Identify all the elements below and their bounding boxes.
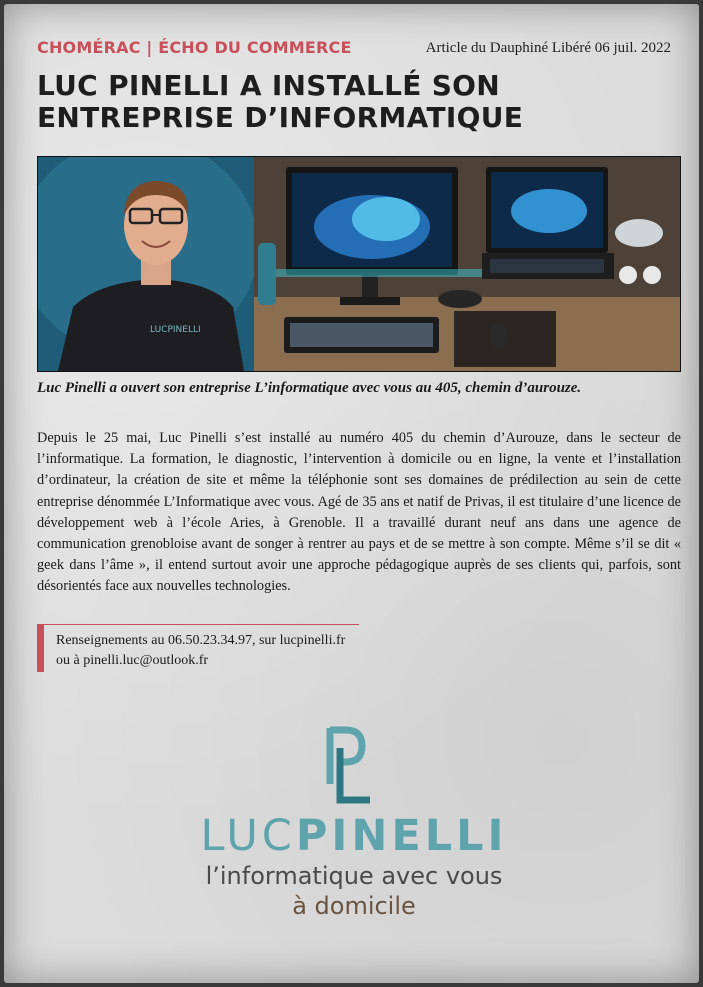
- logo-tagline-sub: à domicile: [292, 892, 416, 920]
- desk-setup-photo: [254, 157, 681, 371]
- contact-line-2: ou à pinelli.luc@outlook.fr: [56, 653, 209, 668]
- photo-caption: Luc Pinelli a ouvert son entreprise L’informatique avec vous au 405, chemin d’aurouze.: [37, 380, 582, 396]
- article-source: Article du Dauphiné Libéré 06 juil. 2022: [425, 40, 671, 56]
- contact-line-1: Renseignements au 06.50.23.34.97, sur lucpinelli.fr: [56, 633, 346, 648]
- contact-infobox: [37, 624, 359, 672]
- section-kicker: CHOMÉRAC | ÉCHO DU COMMERCE: [37, 38, 352, 57]
- logo-tagline: l’informatique avec vous: [205, 862, 503, 890]
- company-logo: [154, 716, 554, 936]
- logo-name-luc: LUC: [200, 811, 296, 861]
- article-photo: [37, 156, 681, 372]
- portrait-photo: [38, 157, 254, 371]
- logo-name-pinelli: PINELLI: [295, 811, 508, 861]
- logo-wordmark: [154, 812, 554, 860]
- article-body: Depuis le 25 mai, Luc Pinelli s’est installé au numéro 405 du chemin d’Aurouze, dans le secteur de l’informatique. La formation, le diagnostic, l’intervention à domicile ou en ligne, la vente et l’installation d’ordinateur, la création de site et même la téléphonie sont ses domaines de prédilection au sein de cette entreprise dénommée L’Informatique avec vous. Agé de 35 ans et natif de Privas, il est titulaire d’une licence de développement web à l’école Aries, à Grenoble. Il a travaillé durant neuf ans dans une agence de communication grenobloise avant de songer à rentrer au pays et de se mettre à son compte. Même s’il se dit « geek dans l’âme », il entend surtout avoir une approche pédagogique auprès de ses clients qui, parfois, sont désorientés face aux nouvelles technologies.: [37, 430, 681, 595]
- newspaper-clipping: [4, 4, 699, 983]
- svg-text:LUCPINELLI: LUCPINELLI: [150, 325, 201, 335]
- article-headline: LUC PINELLI A INSTALLÉ SON ENTREPRISE D’INFORMATIQUE: [37, 69, 524, 134]
- pl-monogram-icon: [326, 724, 372, 806]
